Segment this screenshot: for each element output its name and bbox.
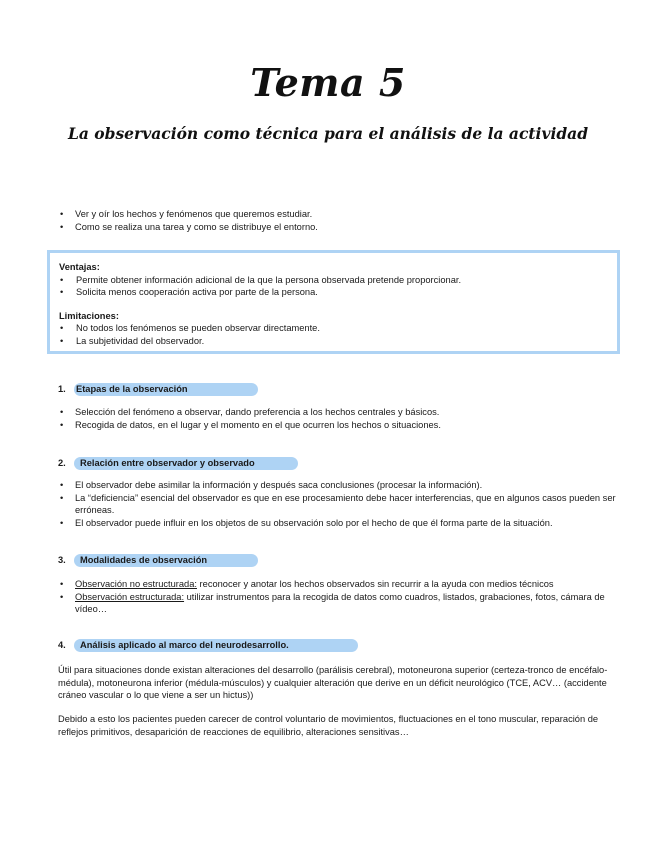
section-number: 1. — [58, 384, 66, 394]
section-list — [58, 406, 618, 431]
section-number: 4. — [58, 640, 66, 650]
intro-list — [58, 208, 618, 233]
list-item — [58, 591, 618, 616]
section-heading — [58, 456, 298, 470]
paragraph: Útil para situaciones donde existan alteraciones del desarrollo (parálisis cerebral), motoneurona superior (certeza-tronco de encéfalo-médula), motoneurona inferior (médula-músculos) y cualquier alteración que derive en un déficit neurológico (TCE, ACV… (accidente cráneo vascular o lo que viene a ser un hictus)) — [58, 665, 608, 701]
section-number: 3. — [58, 555, 66, 565]
paragraph: Debido a esto los pacientes pueden carecer de control voluntario de movimientos, fluctuaciones en el tono muscular, reparación de reflejos primitivos, desaparición de reacciones de equilibrio, alteraciones sensitivas… — [58, 714, 599, 737]
section-title: Modalidades de observación — [74, 554, 258, 567]
section-title: Relación entre observador y observado — [74, 457, 298, 470]
definition: utilizar instrumentos para la recogida de datos como cuadros, listados, grabaciones, fotos, cámara de vídeo… — [75, 591, 605, 615]
list-item: • Selección del fenómeno a observar, dando preferencia a los hechos centrales y básicos. — [58, 406, 618, 419]
list-item: • No todos los fenómenos se pueden observar directamente. — [59, 322, 607, 335]
list-item — [58, 578, 618, 591]
section-number: 2. — [58, 458, 66, 468]
page-title: Tema 5 — [250, 60, 406, 105]
list-item: • La “deficiencia” esencial del observador es que en ese procesamiento debe hacer interferencias, que en algunos casos pueden ser erróneas. — [58, 492, 618, 517]
pros-cons-box — [47, 250, 620, 354]
limitaciones-label: Limitaciones: — [59, 310, 119, 321]
term: Observación estructurada: — [75, 591, 185, 602]
list-item: • Permite obtener información adicional de la que la persona observada pretende proporcionar. — [59, 274, 607, 287]
ventajas-list — [59, 274, 607, 299]
list-item: • Ver y oír los hechos y fenómenos que queremos estudiar. — [58, 208, 618, 221]
page-subtitle: La observación como técnica para el análisis de la actividad — [67, 124, 589, 143]
list-item: • El observador debe asimilar la información y después saca conclusiones (procesar la información). — [58, 479, 618, 492]
list-item: • La subjetividad del observador. — [59, 335, 607, 348]
section-heading — [58, 638, 358, 652]
list-item: • Como se realiza una tarea y como se distribuye el entorno. — [58, 221, 618, 234]
limitaciones-list — [59, 322, 607, 347]
section-title: Análisis aplicado al marco del neurodesarrollo. — [74, 639, 358, 652]
section-heading — [58, 553, 258, 567]
definition: reconocer y anotar los hechos observados sin recurrir a la ayuda con medios técnicos — [196, 579, 554, 589]
section-list — [58, 479, 618, 529]
list-item: • Solicita menos cooperación activa por parte de la persona. — [59, 286, 607, 299]
term: Observación no estructurada: — [75, 579, 197, 589]
list-item: • El observador puede influir en los objetos de su observación solo por el hecho de que él forma parte de la situación. — [58, 517, 618, 530]
section-list — [58, 578, 618, 616]
section-heading — [58, 382, 258, 396]
ventajas-label: Ventajas: — [59, 262, 100, 272]
section-title: Etapas de la observación — [74, 383, 258, 396]
list-item: • Recogida de datos, en el lugar y el momento en el que ocurren los hechos o situaciones. — [58, 419, 618, 432]
